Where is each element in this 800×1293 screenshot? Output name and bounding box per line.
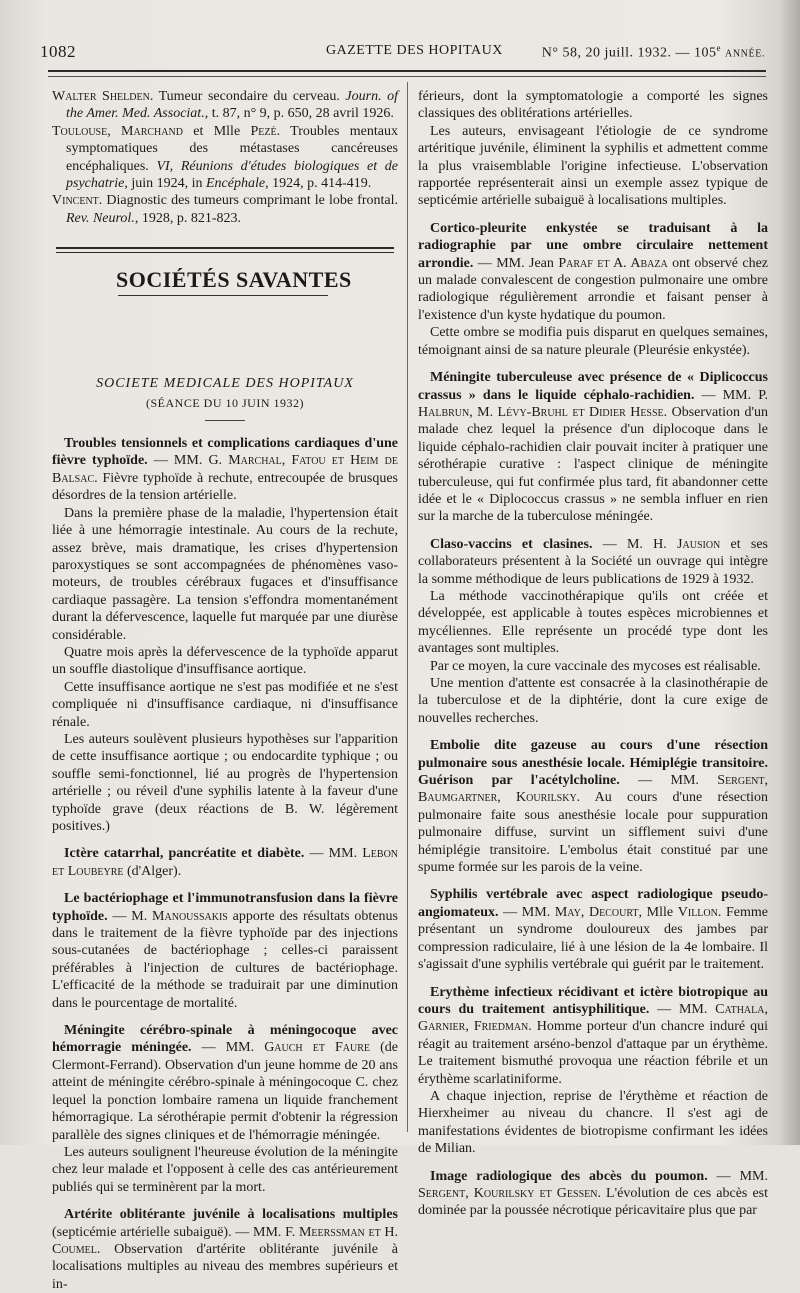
left-column bbox=[52, 88, 398, 1293]
abstract-paragraph: férieurs, dont la symptomatologie a comporté les signes classiques des oblitérations artérielles. bbox=[418, 89, 768, 122]
reference-item: Toulouse, Marchand et Mlle Pezé. Troubles mentaux symptomatiques des métastases cancéreuses encéphaliques. VI, Réunions d'études biologiques et de psychatrie, juin 1924, in Encéphale, 1924, p. 414-419. bbox=[52, 123, 399, 192]
abstract-paragraph: Quatre mois après la défervescence de la typhoïde apparut un souffle diastolique d'insuffisance aortique. bbox=[52, 644, 398, 678]
abstract-paragraph: Une mention d'attente est consacrée à la clasinothérapie de la tuberculose et de la diphtérie, dont la cure exige de nouvelles recherches. bbox=[418, 676, 768, 726]
abstract-paragraph: Image radiologique des abcès du poumon. — MM. Sergent, Kourilsky et Gessen. L'évolution de ces abcès est dominée par la poussée nécrotique péricavitaire plus que par bbox=[418, 1168, 769, 1219]
reference-item: Vincent. Diagnostic des tumeurs comprimant le lobe frontal. Rev. Neurol., 1928, p. 821-823. bbox=[52, 193, 398, 226]
section-title-rule bbox=[118, 295, 328, 296]
society-name: SOCIETE MEDICALE DES HOPITAUX bbox=[96, 376, 354, 392]
abstract-paragraph: Ictère catarrhal, pancréatite et diabète. — MM. Lebon et Loubeyre (d'Alger). bbox=[52, 846, 399, 879]
header-rule-thin bbox=[48, 76, 766, 77]
reference-item: Walter Shelden. Tumeur secondaire du cerveau. Journ. of the Amer. Med. Associat., t. 87, n° 9, p. 650, 28 avril 1926. bbox=[52, 89, 399, 122]
abstract-paragraph: Artérite oblitérante juvénile à localisations multiples (septicémie artérielle subaiguë). — MM. F. Meerssman et H. Coumel. Observation d'artérite oblitérante juvénile à localisations multiples au niveau des membres supérieurs et in- bbox=[52, 1207, 398, 1292]
abstract-paragraph: Troubles tensionnels et complications cardiaques d'une fièvre typhoïde. — MM. G. Marchal, Fatou et Heim de Balsac. Fièvre typhoïde à rechute, entrecoupée de brusques désordres de la tension artérielle. bbox=[52, 436, 398, 504]
issue-info: N° 58, 20 juill. 1932. — 105e ANNÉE. bbox=[541, 43, 765, 61]
abstract-paragraph: Cette ombre se modifia puis disparut en quelques semaines, témoignant ainsi de sa nature pleurale (Pleurésie enkystée). bbox=[418, 325, 768, 358]
abstract-paragraph: Les auteurs soulignent l'heureuse évolution de la méningite chez leur malade et l'opposent à celle des cas antérieurement publiés qui se terminèrent par la mort. bbox=[52, 1144, 398, 1195]
page-number: 1082 bbox=[40, 42, 76, 61]
column-separator bbox=[407, 82, 408, 1132]
abstract-paragraph: Cette insuffisance aortique ne s'est pas modifiée et ne s'est compliquée ni d'insuffisance cardiaque, ni d'insuffisance rénale. bbox=[52, 679, 398, 730]
abstract-paragraph: Erythème infectieux récidivant et ictère biotropique au cours du traitement antisyphilitique. — MM. Cathala, Garnier, Friedman. Homme porteur d'un chancre induré qui réagit au traitement arséno-benzol d'attaque par un érythème. Le traitement bismuthé provoqua une réaction fébrile et un érythème scarlatiniforme. bbox=[418, 984, 768, 1087]
running-header bbox=[40, 40, 775, 66]
abstract-paragraph: A chaque injection, reprise de l'érythème et réaction de Hierxheimer au niveau du chancre. Il s'est agi de manifestations évidentes de biotropisme confirmant les idées de Milian. bbox=[418, 1088, 768, 1157]
abstract-paragraph: Les auteurs, envisageant l'étiologie de ce syndrome artéritique juvénile, éliminent la syphilis et admettent comme la plus vraisemblable l'origine infectieuse. L'observation rapportée représenterait ainsi un exemple assez typique de septicémie artérielle subaiguë à localisations multiples. bbox=[418, 123, 768, 209]
section-header bbox=[52, 247, 398, 355]
abstract-paragraph: Claso-vaccins et clasines. — M. H. Jausion et ses collaborateurs présentent à la Société un ouvrage qui intègre la somme méthodique de leurs publications de 1929 à 1932. bbox=[418, 536, 769, 587]
right-column bbox=[418, 88, 768, 1220]
section-title: SOCIÉTÉS SAVANTES bbox=[116, 267, 352, 293]
abstract-paragraph: Méningite cérébro-spinale à méningocoque avec hémorragie méningée. — MM. Gauch et Faure (de Clermont-Ferrand). Observation d'un jeune homme de 20 ans atteint de méningite cérébro-spinale à méningocoque C. chez lequel la ponction lombaire ramena un liquide franchement hémorragique. La sérothérapie permit d'obtenir la régression parallèle des signes cliniques et de l'hémorragie méningée. bbox=[52, 1023, 398, 1143]
abstract-paragraph: Le bactériophage et l'immunotransfusion dans la fièvre typhoïde. — M. Manoussakis apporte des résultats obtenus dans le traitement de la fièvre typhoïde par des injections sous-cutanées de bactériophage ; celles-ci paraissent préférables à l'injection de cultures de bactériophage. L'efficacité de la méthode se traduirait par une diminution dans le pourcentage de mortalité. bbox=[52, 891, 398, 1011]
abstract-paragraph: La méthode vaccinothérapique qu'ils ont créée et développée, est applicable à toutes espèces microbiennes et mycéliennes. Elle représente un procédé type dont les avantages sont multiples. bbox=[418, 588, 768, 657]
abstract-paragraph: Dans la première phase de la maladie, l'hypertension était liée à une hémorragie intestinale. Au cours de la rechute, assez brève, mais dramatique, les crises d'hypertension paroxystiques se sont accompagnées de phénomènes vaso-moteurs, de troubles cérébraux fugaces et d'insuffisance cardiaque passagère. La tension s'effondra momentanément durant la défervescence, laquelle fut marquée par une diurèse considérable. bbox=[52, 505, 398, 643]
abstract-paragraph: Méningite tuberculeuse avec présence de « Diplicoccus crassus » dans le liquide céphalo-rachidien. — MM. P. Halbrun, M. Lévy-Bruhl et Didier Hesse. Observation d'un malade chez lequel la présence d'un diplocoque dans le liquide céphalo-rachidien clair pouvait inciter à pratiquer une sérothérapie curative : l'aspect clinique de méningite tuberculeuse, qui fut confirmée plus tard, fit abandonner cette idée et le « Diplococcus crassus » ne sembla influer en rien sur la marche de la tuberculose méningée. bbox=[418, 370, 768, 525]
abstract-paragraph: Cortico-pleurite enkystée se traduisant à la radiographie par une ombre circulaire nettement arrondie. — MM. Jean Paraf et A. Abaza ont observé chez un malade convalescent de congestion pulmonaire une ombre radiologique régulièrement arrondie et faisant penser à l'existence d'un kyste hydatique du poumon. bbox=[418, 220, 769, 323]
abstract-paragraph: Embolie dite gazeuse au cours d'une résection pulmonaire sous anesthésie locale. Hémiplégie transitoire. Guérison par l'acétylcholine. — MM. Sergent, Baumgartner, Kourilsky. Au cours d'une résection pulmonaire faite sous anesthésie locale pour suppuration pulmonaire diffuse, survint un sifflement suivi d'une hémiplégie transitoire. L'embolus était constitué par une spume formée sur les parois de la veine. bbox=[418, 738, 769, 876]
session-date: (SÉANCE DU 10 JUIN 1932) bbox=[146, 395, 304, 410]
abstract-paragraph: Syphilis vertébrale avec aspect radiologique pseudo-angiomateux. — MM. May, Decourt, Mlle Villon. Femme présentant un syndrome douloureux des jambes par compression radiculaire, lié à une lésion de la 4e lombaire. Il s'agissait d'une syphilis vertébrale qui guérit par le traitement. bbox=[418, 887, 769, 973]
abstract-paragraph: Par ce moyen, la cure vaccinale des mycoses est réalisable. bbox=[430, 658, 761, 674]
section-rule bbox=[56, 247, 394, 253]
abstract-paragraph: Les auteurs soulèvent plusieurs hypothèses sur l'apparition de cette insuffisance aortique ; ou endocardite typhique ; ou souffle semi-fonctionnel, lié au progrès de l'hypertension artérielle ; ou réveil d'une syphilis latente à la faveur d'une typhoïde grave (deux réactions de B. W. légèrement positives.) bbox=[52, 731, 398, 834]
header-rule bbox=[48, 70, 766, 72]
journal-name: GAZETTE DES HOPITAUX bbox=[326, 43, 503, 58]
